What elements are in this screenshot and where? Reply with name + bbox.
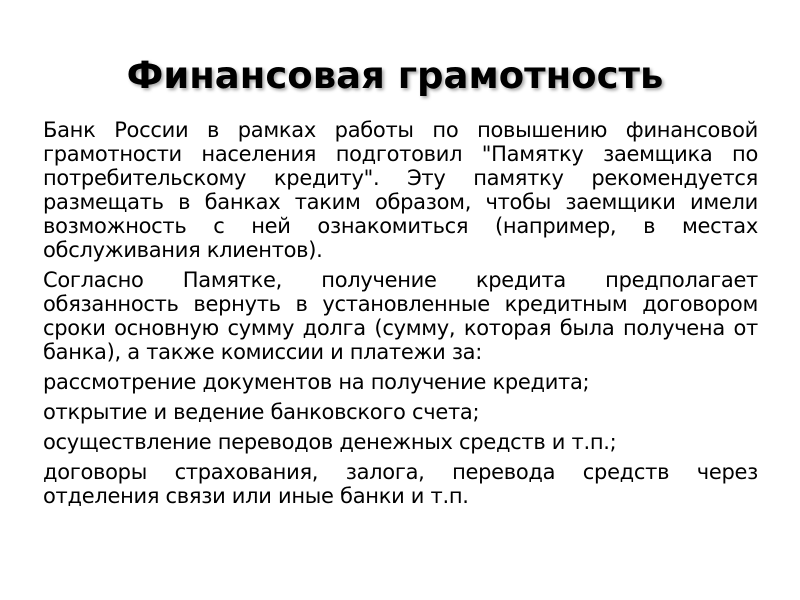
slide-body xyxy=(43,118,758,514)
list-item-insurance-contracts: договоры страхования, залога, перевода средств через отделения связи или иные банки и т.п. xyxy=(43,460,758,508)
paragraph-intro: Банк России в рамках работы по повышению финансовой грамотности населения подготовил "Памятку заемщика по потребительскому кредиту". Эту памятку рекомендуется размещать в банках таким образом, чтобы заемщики имели возможность с ней ознакомиться (например, в местах обслуживания клиентов). xyxy=(43,118,758,262)
list-item-document-review: рассмотрение документов на получение кредита; xyxy=(43,370,590,394)
list-item-account-opening: открытие и ведение банковского счета; xyxy=(43,400,480,424)
paragraph-obligations: Согласно Памятке, получение кредита предполагает обязанность вернуть в установленные кредитным договором сроки основную сумму долга (сумму, которая была получена от банка), а также комиссии и платежи за: xyxy=(43,268,758,364)
list-item-money-transfers: осуществление переводов денежных средств и т.п.; xyxy=(43,430,617,454)
slide-title: Финансовая грамотность xyxy=(126,54,664,97)
